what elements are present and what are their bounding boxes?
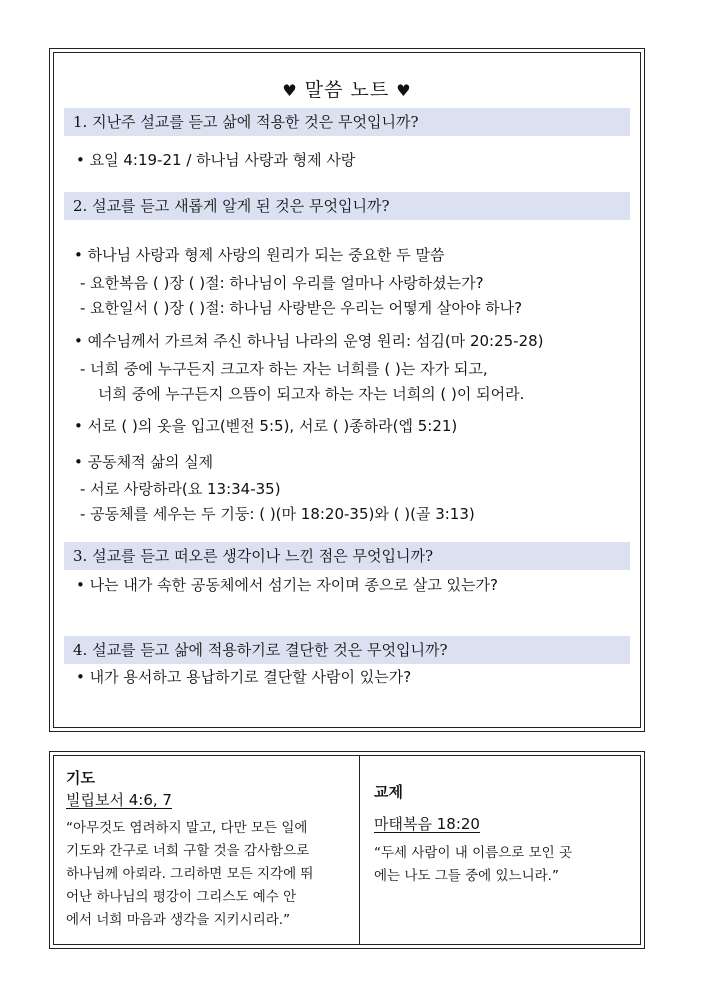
prayer-verse (66, 817, 354, 932)
q2-line-3: - 요한일서 ( )장 ( )절: 하나님 사랑받은 우리는 어떻게 살아야 하나? (80, 299, 523, 317)
sermon-note-box (49, 48, 645, 732)
question-2-heading: 2. 설교를 듣고 새롭게 알게 된 것은 무엇입니까? (64, 192, 630, 220)
question-4-heading: 4. 설교를 듣고 삶에 적용하기로 결단한 것은 무엇입니까? (64, 636, 630, 664)
prayer-verse-line: “아무것도 염려하지 말고, 다만 모든 일에 (66, 820, 308, 836)
question-1-heading: 1. 지난주 설교를 듣고 삶에 적용한 것은 무엇입니까? (64, 108, 630, 136)
prayer-verse-line: 기도와 간구로 너희 구할 것을 감사함으로 (66, 843, 310, 859)
page-title (54, 75, 640, 102)
q2-line-6: 너희 중에 누구든지 으뜸이 되고자 하는 자는 너희의 ( )이 되어라. (98, 385, 525, 403)
prayer-reference: 빌립보서 4:6, 7 (66, 791, 172, 809)
question-4-answer: • 내가 용서하고 용납하기로 결단할 사람이 있는가? (76, 668, 412, 686)
heart-right-icon: ♥ (396, 81, 412, 100)
q2-line-8: • 공동체적 삶의 실제 (74, 453, 214, 471)
question-1-answer: • 요일 4:19-21 / 하나님 사랑과 형제 사랑 (76, 151, 356, 169)
q2-line-9: - 서로 사랑하라(요 13:34-35) (80, 480, 281, 498)
q2-line-10: - 공동체를 세우는 두 기둥: ( )(마 18:20-35)와 ( )(골 3:13) (80, 505, 475, 523)
fellowship-heading: 교제 (374, 783, 403, 801)
prayer-verse-line: 하나님께 아뢰라. 그리하면 모든 지각에 뛰 (66, 866, 314, 882)
prayer-fellowship-inner-border (53, 755, 641, 945)
column-divider (359, 756, 360, 944)
fellowship-verse-line: 에는 나도 그들 중에 있느니라.” (374, 868, 559, 884)
heart-left-icon: ♥ (282, 81, 298, 100)
prayer-fellowship-box (49, 751, 645, 949)
sermon-note-inner-border (53, 52, 641, 728)
q2-line-5: - 너희 중에 누구든지 크고자 하는 자는 너희를 ( )는 자가 되고, (80, 360, 488, 378)
fellowship-verse (374, 842, 639, 888)
q2-line-1: • 하나님 사랑과 형제 사랑의 원리가 되는 중요한 두 말씀 (74, 246, 445, 264)
q2-line-4: • 예수님께서 가르쳐 주신 하나님 나라의 운영 원리: 섬김(마 20:25-28) (74, 332, 544, 350)
fellowship-reference: 마태복음 18:20 (374, 815, 480, 833)
question-3-heading: 3. 설교를 듣고 떠오른 생각이나 느낀 점은 무엇입니까? (64, 542, 630, 570)
page-title-text: 말씀 노트 (304, 79, 390, 101)
prayer-verse-line: 어난 하나님의 평강이 그리스도 예수 안 (66, 889, 297, 905)
prayer-verse-line: 에서 너희 마음과 생각을 지키시리라.” (66, 912, 291, 928)
prayer-heading: 기도 (66, 769, 95, 787)
q2-line-2: - 요한복음 ( )장 ( )절: 하나님이 우리를 얼마나 사랑하셨는가? (80, 274, 484, 292)
fellowship-verse-line: “두세 사람이 내 이름으로 모인 곳 (374, 845, 572, 861)
question-3-answer: • 나는 내가 속한 공동체에서 섬기는 자이며 종으로 살고 있는가? (76, 576, 498, 594)
q2-line-7: • 서로 ( )의 옷을 입고(벧전 5:5), 서로 ( )종하라(엡 5:21) (74, 417, 458, 435)
